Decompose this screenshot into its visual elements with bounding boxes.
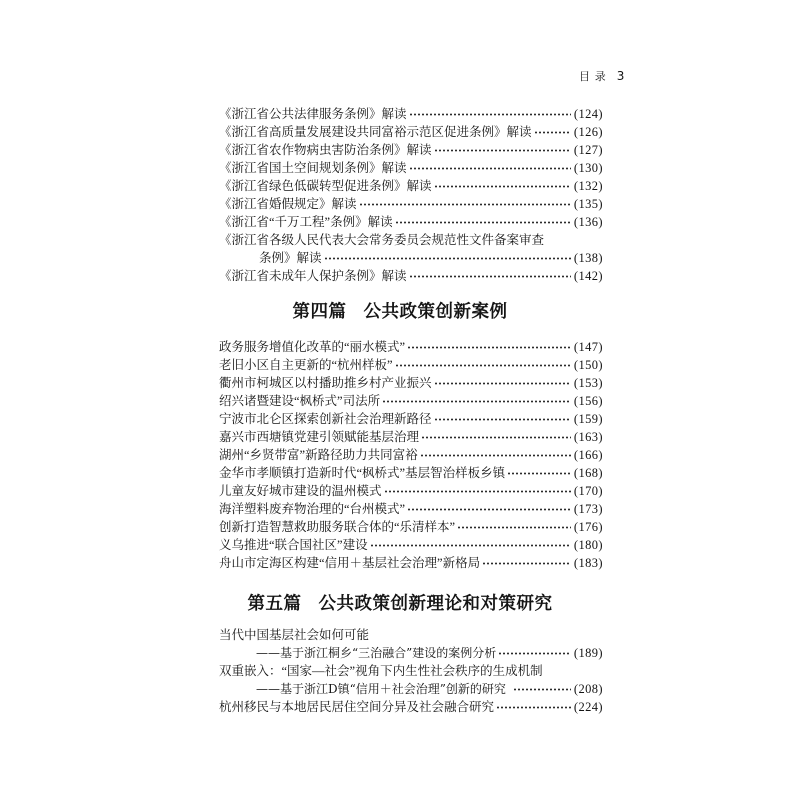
toc-entry [219, 356, 603, 374]
entry-line [219, 644, 603, 662]
toc-entry [219, 626, 603, 662]
entry-title: 海洋塑料废弃物治理的“台州模式” [219, 502, 406, 516]
entry-title: 当代中国基层社会如何可能 [219, 628, 370, 642]
page-number: (136) [573, 215, 603, 229]
toc-continued-list [219, 105, 603, 285]
page-number: (173) [573, 502, 603, 516]
header-page-number: 3 [616, 69, 625, 83]
dot-leader [434, 374, 571, 392]
toc-entry [219, 374, 603, 392]
entry-title: 舟山市定海区构建“信用＋基层社会治理”新格局 [219, 556, 481, 570]
dot-leader [407, 500, 571, 518]
entry-title: 金华市孝顺镇打造新时代“枫桥式”基层智治样板乡镇 [219, 466, 506, 480]
page-number: (176) [573, 520, 603, 534]
page-number: (166) [573, 448, 603, 462]
entry-title: 《浙江省各级人民代表大会常务委员会规范性文件备案审查 [219, 233, 545, 247]
part-number: 第四篇 [292, 302, 347, 322]
toc-entry [219, 536, 603, 554]
toc-entry [219, 195, 603, 213]
page-number: (153) [573, 376, 603, 390]
dot-leader [420, 446, 571, 464]
header-label: 目 录 [579, 71, 607, 83]
dot-leader [507, 464, 571, 482]
dot-leader [395, 356, 571, 374]
toc-entry [219, 231, 603, 267]
toc-entry [219, 698, 603, 716]
dot-leader [421, 428, 571, 446]
entry-title: 绍兴诸暨建设“枫桥式”司法所 [219, 394, 381, 408]
toc-entry [219, 338, 603, 356]
dot-leader [409, 159, 571, 177]
entry-title: 老旧小区自主更新的“杭州样板” [219, 358, 393, 372]
entry-title: 义乌推进“联合国社区”建设 [219, 538, 368, 552]
toc-entry [219, 500, 603, 518]
toc-entry [219, 177, 603, 195]
page-number: (159) [573, 412, 603, 426]
entry-title: 双重嵌入：“国家—社会”视角下内生性社会秩序的生成机制 [219, 664, 543, 678]
toc-entry [219, 141, 603, 159]
toc-entry [219, 392, 603, 410]
toc-entry [219, 105, 603, 123]
dot-leader [434, 141, 571, 159]
entry-title: 《浙江省婚假规定》解读 [219, 197, 357, 211]
part-five-heading [0, 592, 800, 616]
toc-entry [219, 662, 603, 698]
dot-leader [395, 213, 571, 231]
toc-entry [219, 159, 603, 177]
toc-entry [219, 518, 603, 536]
dot-leader [534, 123, 571, 141]
page-number: (127) [573, 143, 603, 157]
entry-line [219, 626, 603, 644]
dot-leader [457, 518, 571, 536]
dot-leader [434, 177, 571, 195]
page-number: (183) [573, 556, 603, 570]
dot-leader [409, 267, 571, 285]
page-number: (138) [573, 251, 603, 265]
entry-title: 湖州“乡贤带富”新路径助力共同富裕 [219, 448, 418, 462]
toc-entry [219, 464, 603, 482]
page-number: (170) [573, 484, 603, 498]
page-number: (224) [573, 700, 603, 714]
toc-entry [219, 410, 603, 428]
entry-line [219, 662, 603, 680]
dot-leader [513, 680, 571, 698]
toc-entry [219, 267, 603, 285]
page-number: (142) [573, 269, 603, 283]
entry-subtitle: ——基于浙江D镇“信用＋社会治理”创新的研究 [256, 682, 506, 696]
part-four-heading [0, 300, 800, 324]
page-number: (150) [573, 358, 603, 372]
page-number: (124) [573, 107, 603, 121]
dot-leader [324, 249, 571, 267]
page-number: (208) [573, 682, 603, 696]
entry-title: 政务服务增值化改革的“丽水模式” [219, 340, 406, 354]
toc-entry [219, 123, 603, 141]
entry-title: 《浙江省农作物病虫害防治条例》解读 [219, 143, 432, 157]
entry-subtitle: ——基于浙江桐乡“三治融合”建设的案例分析 [256, 646, 497, 660]
part-title: 公共政策创新理论和对策研究 [318, 594, 553, 614]
entry-title: 《浙江省未成年人保护条例》解读 [219, 269, 407, 283]
dot-leader [434, 410, 571, 428]
part-five-list [219, 626, 603, 716]
entry-line [219, 231, 603, 249]
toc-entry [219, 554, 603, 572]
dot-leader [359, 195, 571, 213]
dot-leader [407, 338, 571, 356]
page-number: (163) [573, 430, 603, 444]
entry-title: 杭州移民与本地居民居住空间分异及社会融合研究 [219, 700, 495, 714]
dot-leader [382, 392, 571, 410]
part-title: 公共政策创新案例 [363, 302, 508, 322]
dot-leader [370, 536, 571, 554]
page-number: (189) [573, 646, 603, 660]
entry-title: 衢州市柯城区以村播助推乡村产业振兴 [219, 376, 432, 390]
dot-leader [498, 644, 571, 662]
page-number: (132) [573, 179, 603, 193]
page-number: (126) [573, 125, 603, 139]
toc-entry [219, 213, 603, 231]
dot-leader [496, 698, 571, 716]
entry-title: 嘉兴市西塘镇党建引领赋能基层治理 [219, 430, 420, 444]
entry-title: 《浙江省高质量发展建设共同富裕示范区促进条例》解读 [219, 125, 532, 139]
page-number: (180) [573, 538, 603, 552]
entry-line [219, 680, 603, 698]
entry-title: 《浙江省国土空间规划条例》解读 [219, 161, 407, 175]
dot-leader [409, 105, 571, 123]
dot-leader [384, 482, 571, 500]
entry-title: 《浙江省“千万工程”条例》解读 [219, 215, 393, 229]
part-four-list [219, 338, 603, 572]
entry-title: 创新打造智慧救助服务联合体的“乐清样本” [219, 520, 456, 534]
entry-title: 儿童友好城市建设的温州模式 [219, 484, 382, 498]
page-number: (156) [573, 394, 603, 408]
toc-entry [219, 482, 603, 500]
toc-entry [219, 428, 603, 446]
toc-entry [219, 446, 603, 464]
dot-leader [482, 554, 571, 572]
entry-title: 《浙江省绿色低碳转型促进条例》解读 [219, 179, 432, 193]
entry-title: 宁波市北仑区探索创新社会治理新路径 [219, 412, 432, 426]
entry-title: 《浙江省公共法律服务条例》解读 [219, 107, 407, 121]
entry-title-continued: 条例》解读 [259, 251, 322, 265]
page-number: (147) [573, 340, 603, 354]
part-number: 第五篇 [247, 594, 302, 614]
page-number: (168) [573, 466, 603, 480]
page-number: (130) [573, 161, 603, 175]
entry-line [219, 249, 603, 267]
page-number: (135) [573, 197, 603, 211]
running-header [579, 68, 624, 84]
